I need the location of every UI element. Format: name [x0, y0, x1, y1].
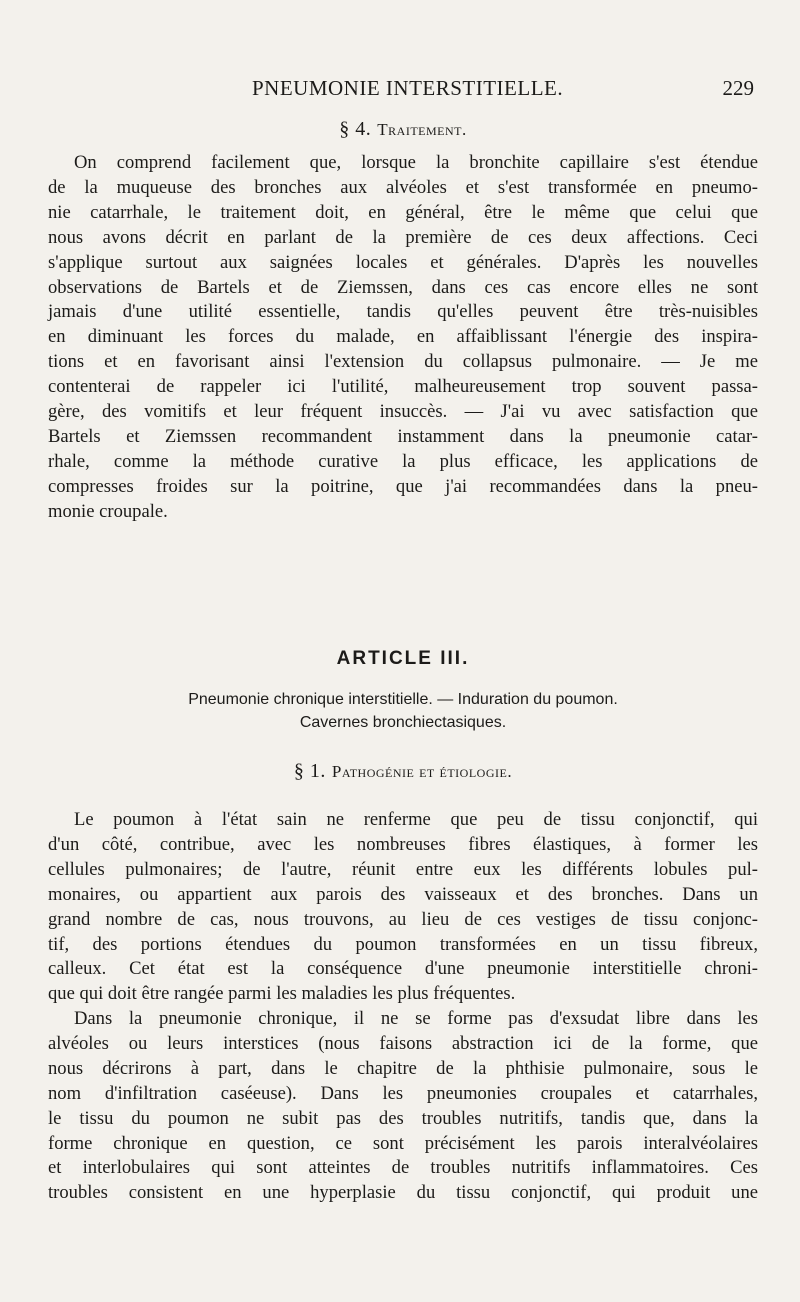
text-line: que qui doit être rangée parmi les maladies les plus fréquentes.: [48, 983, 516, 1005]
section-heading-traitement: [48, 118, 758, 141]
text-line: nom d'infiltration caséeuse). Dans les pneumonies croupales et catarrhales,: [48, 1082, 758, 1104]
text-line: monie croupale.: [48, 500, 168, 522]
text-line: observations de Bartels et de Ziemssen, dans ces cas encore elles ne sont: [48, 276, 758, 298]
text-line: cellules pulmonaires; de l'autre, réunit entre eux les différents lobules pul-: [48, 858, 758, 880]
text-line: Dans la pneumonie chronique, il ne se forme pas d'exsudat libre dans les: [74, 1008, 758, 1029]
text-line: rhale, comme la méthode curative la plus efficace, les applications de: [48, 450, 758, 472]
text-line: calleux. Cet état est la conséquence d'une pneumonie interstitielle chroni-: [48, 958, 758, 980]
running-title: PNEUMONIE INTERSTITIELLE.: [252, 76, 564, 100]
text-line: forme chronique en question, ce sont précisément les parois interalvéolaires: [48, 1132, 758, 1154]
text-line: en diminuant les forces du malade, en affaiblissant l'énergie des inspira-: [48, 326, 758, 348]
text-line: jamais d'une utilité essentielle, tandis qu'elles peuvent être très-nuisibles: [48, 301, 758, 323]
text-line: On comprend facilement que, lorsque la bronchite capillaire s'est étendue: [74, 152, 758, 173]
text-line: et interlobulaires qui sont atteintes de troubles nutritifs inflammatoires. Ces: [48, 1157, 758, 1179]
text-line: tions et en favorisant ainsi l'extension du collapsus pulmonaire. — Je me: [48, 351, 758, 373]
text-line: d'un côté, contribue, avec les nombreuses fibres élastiques, à former les: [48, 833, 758, 855]
page-number: 229: [722, 76, 754, 100]
paragraph-traitement: [48, 151, 758, 525]
paragraph-poumon-sain: [48, 808, 758, 1007]
article-subtitle: Pneumonie chronique interstitielle. — Induration du poumon.: [188, 691, 618, 708]
paragraph-pneumonie-chronique: [48, 1007, 758, 1206]
running-header: [48, 76, 758, 100]
text-line: Le poumon à l'état sain ne renferme que peu de tissu conjonctif, qui: [74, 809, 758, 830]
text-line: le tissu du poumon ne subit pas des troubles nutritifs, tandis que, dans la: [48, 1107, 758, 1129]
text-line: compresses froides sur la poitrine, que j'ai recommandées dans la pneu-: [48, 475, 758, 497]
text-line: nous avons décrit en parlant de la première de ces deux affections. Ceci: [48, 226, 758, 248]
section-number: § 4.: [339, 118, 372, 140]
text-line: monaires, ou appartient aux parois des vaisseaux et des bronches. Dans un: [48, 883, 758, 905]
text-line: Bartels et Ziemssen recommandent instamment dans la pneumonie catar-: [48, 425, 758, 447]
text-line: nous décrirons à part, dans le chapitre de la phthisie pulmonaire, sous le: [48, 1057, 758, 1079]
article-subtitle: Cavernes bronchiectasiques.: [299, 714, 507, 731]
text-line: contenterai de rappeler ici l'utilité, malheureusement trop souvent passa-: [48, 376, 758, 398]
section-heading-pathogenie: [48, 760, 758, 783]
text-line: de la muqueuse des bronches aux alvéoles et s'est transformée en pneumo-: [48, 176, 758, 198]
section-number: § 1.: [293, 760, 326, 782]
text-line: s'applique surtout aux saignées locales et générales. D'après les nouvelles: [48, 251, 758, 273]
article-title: ARTICLE III.: [336, 648, 470, 669]
section-title: Traitement.: [377, 120, 467, 139]
text-line: nie catarrhale, le traitement doit, en général, être le même que celui que: [48, 201, 758, 223]
section-title: Pathogénie et étiologie.: [331, 762, 513, 781]
text-line: grand nombre de cas, nous trouvons, au lieu de ces vestiges de tissu conjonc-: [48, 908, 758, 930]
text-line: tif, des portions étendues du poumon transformées en un tissu fibreux,: [48, 933, 758, 955]
text-line: gère, des vomitifs et leur fréquent insuccès. — J'ai vu avec satisfaction que: [48, 401, 758, 423]
text-line: alvéoles ou leurs interstices (nous faisons abstraction ici de la forme, que: [48, 1032, 758, 1054]
text-line: troubles consistent en une hyperplasie du tissu conjonctif, qui produit une: [48, 1182, 758, 1204]
